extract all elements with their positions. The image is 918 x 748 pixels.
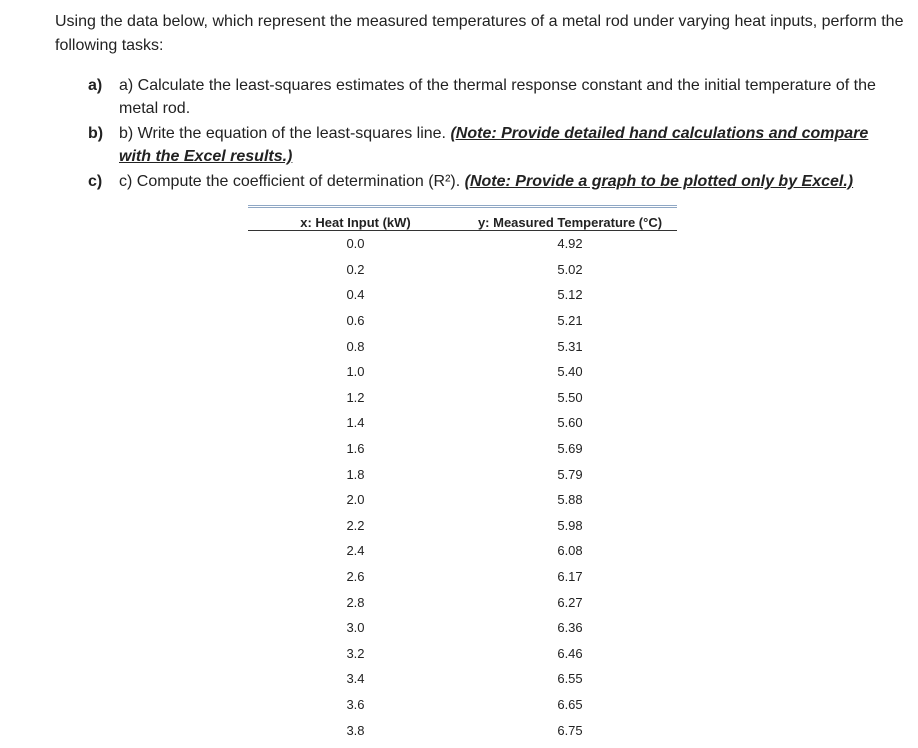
temperature-cell: 6.75 — [557, 722, 583, 738]
temperature-cell: 5.60 — [557, 415, 583, 431]
table-row — [248, 461, 677, 487]
heat-input-cell: 3.0 — [346, 620, 365, 636]
header-heat-input: x: Heat Input (kW) — [248, 207, 463, 231]
temperature-cell: 6.08 — [557, 543, 583, 559]
table-row — [248, 615, 677, 641]
task-b-text: b) Write the equation of the least-squares line. — [119, 125, 451, 142]
table-row — [248, 410, 677, 436]
temperature-cell: 5.12 — [557, 287, 583, 303]
heat-input-cell: 1.2 — [346, 389, 365, 405]
task-b-marker: b) — [88, 125, 104, 142]
table-row — [248, 538, 677, 564]
heat-input-cell: 0.2 — [346, 261, 365, 277]
task-c-body — [119, 170, 889, 193]
table-row — [248, 385, 677, 411]
task-a-marker: a) — [88, 77, 103, 94]
task-c-marker: c) — [88, 173, 103, 190]
table-row — [248, 666, 677, 692]
temperature-cell: 5.02 — [557, 261, 583, 277]
task-a-text: a) Calculate the least-squares estimates of the thermal response constant and the initial temperature of the metal rod. — [119, 77, 876, 117]
task-c-note: (Note: Provide a graph to be plotted only by Excel.) — [464, 173, 854, 190]
table-row — [248, 308, 677, 334]
temperature-cell: 6.27 — [557, 594, 583, 610]
table-row — [248, 231, 677, 257]
task-b-note: (Note: Provide detailed hand calculations and compare with the Excel results.) — [119, 125, 869, 165]
heat-input-cell: 0.4 — [346, 287, 365, 303]
temperature-cell: 6.55 — [557, 671, 583, 687]
temperature-cell: 5.40 — [557, 364, 583, 380]
heat-input-cell: 3.4 — [346, 671, 365, 687]
temperature-cell: 5.50 — [557, 389, 583, 405]
table-row — [248, 436, 677, 462]
temperature-cell: 5.69 — [557, 441, 583, 457]
heat-input-cell: 2.6 — [346, 569, 365, 585]
heat-input-cell: 0.0 — [346, 236, 365, 252]
heat-input-cell: 0.8 — [346, 338, 365, 354]
header-measured-temperature: y: Measured Temperature (°C) — [463, 207, 677, 231]
task-a-body — [119, 74, 889, 120]
heat-input-cell: 3.2 — [346, 645, 365, 661]
table-body — [248, 231, 677, 743]
heat-input-cell: 1.0 — [346, 364, 365, 380]
table-row — [248, 359, 677, 385]
task-c-text: c) Compute the coefficient of determination (R²). — [119, 173, 465, 190]
table-row — [248, 717, 677, 743]
heat-input-cell: 1.8 — [346, 466, 365, 482]
data-table — [248, 205, 677, 743]
intro-paragraph: Using the data below, which represent the measured temperatures of a metal rod under varying heat inputs, perform the following tasks: — [55, 13, 904, 54]
temperature-cell: 5.21 — [557, 313, 583, 329]
table-row — [248, 333, 677, 359]
heat-input-cell: 3.8 — [346, 722, 365, 738]
heat-input-cell: 3.6 — [346, 696, 365, 712]
table-row — [248, 257, 677, 283]
table-row — [248, 589, 677, 615]
heat-input-cell: 0.6 — [346, 313, 365, 329]
temperature-cell: 4.92 — [557, 236, 583, 252]
temperature-cell: 6.46 — [557, 645, 583, 661]
task-b-body — [119, 122, 889, 168]
table-row — [248, 282, 677, 308]
heat-input-cell: 1.4 — [346, 415, 365, 431]
temperature-cell: 5.31 — [557, 338, 583, 354]
temperature-cell: 6.17 — [557, 569, 583, 585]
temperature-cell: 6.36 — [557, 620, 583, 636]
heat-input-cell: 2.4 — [346, 543, 365, 559]
heat-input-cell: 2.8 — [346, 594, 365, 610]
table-row — [248, 641, 677, 667]
temperature-cell: 5.79 — [557, 466, 583, 482]
table-row — [248, 692, 677, 718]
table-header-row — [248, 207, 677, 231]
table-row — [248, 564, 677, 590]
temperature-cell: 6.65 — [557, 696, 583, 712]
heat-input-cell: 2.2 — [346, 517, 365, 533]
temperature-cell: 5.98 — [557, 517, 583, 533]
heat-input-cell: 2.0 — [346, 492, 365, 508]
heat-input-cell: 1.6 — [346, 441, 365, 457]
temperature-cell: 5.88 — [557, 492, 583, 508]
table-row — [248, 487, 677, 513]
table-row — [248, 513, 677, 539]
